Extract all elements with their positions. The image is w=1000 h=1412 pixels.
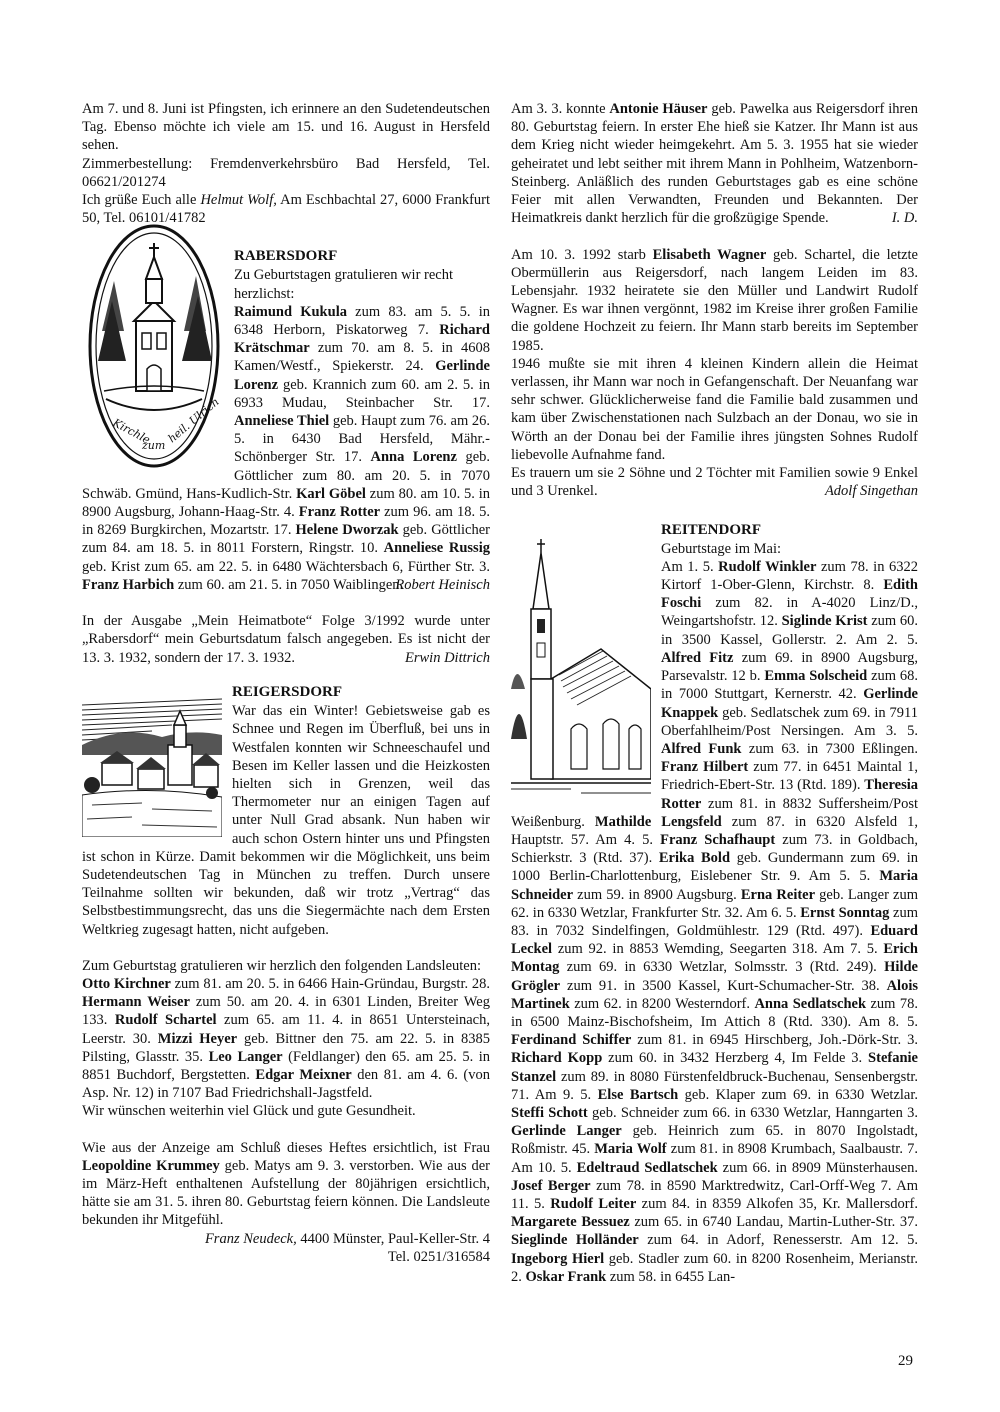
hauser-signature: I. D. xyxy=(891,210,918,227)
church-drawing-icon xyxy=(511,539,651,801)
rabersdorf-heading: RABERSDORF xyxy=(234,248,338,265)
correction-section xyxy=(82,612,490,667)
page-number: 29 xyxy=(898,1353,913,1369)
hauser-section xyxy=(511,100,918,228)
intro-paragraph-1: Am 7. und 8. Juni ist Pfingsten, ich erinnere an den Sudetendeutschen Tag. Ebenso möchte ich viele am 15. und 16. August in Hersfeld sehen. xyxy=(82,101,490,154)
reigersdorf-heading: REIGERSDORF xyxy=(232,684,343,701)
reitendorf-birthdays: Am 1. 5. Rudolf Winkler zum 78. in 6322 Kirtorf 1-Ober-Glenn, Kirchstr. 8. Edith Foschi zum 82. in A-4020 Linz/D., Weingartshofstr. 12. Siglinde Krist zum 60. in 3500 Kassel, Gollerstr. 2. Am 2. 5. Alfred Fitz zum 69. in 8900 Augsburg, Parsevalstr. 12 b. Emma Solscheid zum 68. in 7000 Stuttgart, Kernerstr. 42. Gerlinde Knappek geb. Sedlatschek zum 69. in 7911 Oberfahlheim/Post Nersingen. Am 3. 5. Alfred Funk zum 63. in 7300 Eßlingen. Franz Hilbert zum 77. in 6451 Maintal 1, Friedrich-Ebert-Str. 13 (Rtd. 189). Theresia Rotter zum 81. in 8832 Suffersheim/Post Weißenburg. Mathilde Lengsfeld zum 87. in 6320 Alsfeld 1, Hauptstr. 57. Am 4. 5. Franz Schafhaupt zum 73. in Goldbach, Schierkstr. 3 (Rtd. 37). Erika Bold geb. Gundermann zum 69. in 1000 Berlin-Charlottenburg, Eislebener Str. 9. Am 5. 5. Maria Schneider zum 59. in 8900 Augsburg. Erna Reiter geb. Langer zum 62. in 6330 Wetzlar, Frankfurter Str. 32. Am 6. 5. Ernst Sonntag zum 83. in 7032 Sindelfingen, Goldmühlestr. 129 (Rtd. 497). Eduard Leckel zum 92. in 8853 Wemding, Seegarten 318. Am 7. 5. Erich Montag zum 69. in 6330 Wetzlar, Solmsstr. 3 (Rtd. 249). Hilde Grögler zum 91. in 3500 Kassel, Kurt-Schumacher-Str. 38. Alois Martinek zum 62. in 8200 Westerndorf. Anna Sedlatschek zum 78. in 6500 Mainz-Bischofsheim, Im Attich 8 (Rtd. 330). Am 8. 5. Ferdinand Schiffer zum 81. in 6945 Hirschberg, Joh.-Dörk-Str. 3. Richard Kopp zum 60. in 3432 Herzberg 4, Im Felde 3. Stefanie Stanzel zum 89. in 8080 Fürstenfeldbruck-Buchenau, Sensenbergstr. 71. Am 9. 5. Else Bartsch geb. Klaper zum 69. in 6330 Wetzlar. Steffi Schott geb. Schneider zum 66. in 6330 Wetzlar, Hanngarten 3. Gerlinde Langer geb. Heinrich zum 65. in 8070 Ingolstadt, Roßmistr. 45. Maria Wolf zum 81. in 8908 Krumbach, Saalbaustr. 7. Am 10. 5. Edeltraud Sedlatschek zum 66. in 8909 Münsterhausen. Josef Berger zum 78. in 8590 Marktredwitz, Carl-Orff-Weg 7. Am 11. 5. Rudolf Leiter zum 84. in 8359 Alkofen 35, Kr. Mallersdorf. Margarete Bessuez zum 65. in 6740 Landau, Martin-Luther-Str. 37. Sieglinde Holländer zum 64. in Adorf, Renesserstr. Am 12. 5. Ingeborg Hierl geb. Stadler zum 60. in 8200 Rosenheim, Merianstr. 2. Oskar Frank zum 58. in 6455 Lan- xyxy=(511,558,919,1285)
reigersdorf-phone: Tel. 0251/316584 xyxy=(387,1248,490,1265)
hauser-text: Am 3. 3. konnte Antonie Häuser geb. Pawelka aus Reigersdorf ihren 80. Geburtstag feiern. In erster Ehe hieß sie Katzer. Ihr Mann ist aus dem Krieg nicht wieder heimgekehrt. Am 5. 3. 1955 hat sie wieder geheiratet und lebt seither mit ihrem Mann in Pohlheim, Watzenborn-Steinberg. Anläßlich des runden Geburtstages gab es eine schöne Feier mit allen Verwandten, Freunden und Bekannten. Der Heimatkreis dankt herzlich für die großzügige Spende. xyxy=(511,101,918,227)
wagner-text: Am 10. 3. 1992 starb Elisabeth Wagner geb. Schartel, die letzte Obermüllerin aus Reigersdorf, nach langem Leiden im 83. Lebensjahr. 1932 heiratete sie den Müller und Landwirt Rudolf Wagner. Es war ihnen vergönnt, 1982 im Kreise ihrer großen Familie die goldene Hochzeit zu feiern. Ihr Mann starb bereits im September 1985. xyxy=(511,246,918,354)
reigersdorf-text: War das ein Winter! Gebietsweise gab es Schnee und Regen im Überfluß, bei uns in Westfalen konnten wir Schneeschaufel und Besen im Keller lassen und die Heizkosten hielten sich in Grenzen, weil das Thermometer nur an einigen Tagen auf unter Null Grad absank. Nun haben wir auch schon Ostern hinter uns und Pfingsten ist schon in Kürze. Damit bekommen wir die Möglichkeit, uns beim Sudetendeutschen Tag in München zu treffen. Durch unsere Teilnahme sollten wir bekunden, daß wir trotz „Vertrag“ das Selbstbestimmungsrecht, das uns die Siegermächte nach dem Ersten Weltkrieg zugesagt hatten, nicht aufgeben. xyxy=(82,703,490,938)
wagner-signature: Adolf Singethan xyxy=(824,483,918,500)
wagner-text-2: 1946 mußte sie mit ihren 4 kleinen Kindern allein die Heimat verlassen, ihr Mann war noch in Gefangenschaft. Der Neuanfang war sehr schwer. Glücklicherweise fand die Familie bald zusammen und kam über Zwischenstationen nach Sulzbach an der Donau, wo sie in Wörth an der Donau bei der Familie ihres jüngsten Sohnes Rudolf liebevolle Aufnahme fand. xyxy=(511,355,918,463)
intro-author: Helmut Wolf, xyxy=(200,192,277,209)
reitendorf-section xyxy=(511,521,918,1286)
svg-text:zum: zum xyxy=(142,439,166,453)
intro-paragraph-3: Ich grüße Euch alle Helmut Wolf, Am Eschbachtal 27, 6000 Frankfurt 50, Tel. 06101/41782 xyxy=(82,192,490,227)
obituary-krummey: Wie aus der Anzeige am Schluß dieses Heftes ersichtlich, ist Frau Leopoldine Krummey geb. Matys am 9. 3. verstorben. Wie aus der im März-Heft enthaltenen Aufstellung der 80jährigen ersichtlich, hätte sie am 31. 5. ihren 80. Geburtstag feiern können. Die Landsleute bekunden ihr Mitgefühl. xyxy=(82,1139,490,1229)
wagner-section xyxy=(511,246,918,501)
church-emblem-icon xyxy=(84,221,224,471)
right-column xyxy=(511,100,918,1286)
rabersdorf-section xyxy=(82,247,490,594)
svg-text:heil. Ulrich: heil. Ulrich xyxy=(165,395,222,446)
rabersdorf-intro: Zu Geburtstagen gratulieren wir recht herzlichst: xyxy=(234,267,454,302)
reigersdorf-signature: Franz Neudeck, 4400 Münster, Paul-Keller-Str. 4 xyxy=(204,1230,490,1247)
rabersdorf-signature: Robert Heinisch xyxy=(395,577,490,594)
correction-signature: Erwin Dittrich xyxy=(405,649,490,666)
village-landscape-icon xyxy=(82,685,222,837)
reigersdorf-birthday-intro: Zum Geburtstag gratulieren wir herzlich den folgenden Landsleuten: xyxy=(82,957,482,974)
intro-paragraph-2: Zimmerbestellung: Fremdenverkehrsbüro Bad Hersfeld, Tel. 06621/201274 xyxy=(82,155,490,190)
left-column xyxy=(82,100,490,1266)
reitendorf-heading: REITENDORF xyxy=(661,521,762,538)
reigersdorf-section xyxy=(82,683,490,1266)
rabersdorf-birthdays: Raimund Kukula zum 83. am 5. 5. in 6348 Herborn, Piskatorweg 7. Richard Krätschmar zum 70. am 8. 5. in 4608 Kamen/Westf., Spiekerstr. 24. Gerlinde Lorenz geb. Krannich zum 60. am 2. 5. in 6933 Mudau, Steinbacher Str. 17. Anneliese Thiel geb. Haupt zum 76. am 26. 5. in 6430 Bad Hersfeld, Mähr.-Schönberger Str. 17. Anna Lorenz geb. Göttlicher zum 80. am 20. 5. in 7070 Schwäb. Gmünd, Hans-Kudlich-Str. Karl Göbel zum 80. am 10. 5. in 8900 Augsburg, Johann-Haag-Str. 4. Franz Rotter zum 96. am 18. 5. in 8269 Burgkirchen, Mozartstr. 17. Helene Dworzak geb. Göttlicher zum 84. am 18. 5. in 8011 Forstern, Ringstr. 10. Anneliese Russig geb. Krist zum 65. am 22. 5. in 6480 Wächtersbach 6, Fürther Str. 3. Franz Harbich zum 60. am 21. 5. in 7050 Waiblingen. xyxy=(82,303,490,593)
wagner-text-3: Es trauern um sie 2 Söhne und 2 Töchter mit Familien sowie 9 Enkel und 3 Urenkel. xyxy=(511,465,918,500)
correction-text: In der Ausgabe „Mein Heimatbote“ Folge 3/1992 wurde unter „Rabersdorf“ mein Geburtsdatum falsch angegeben. Es ist nicht der 13. 3. 1932, sondern der 17. 3. 1932. xyxy=(82,613,490,666)
reigersdorf-birthdays: Otto Kirchner zum 81. am 20. 5. in 6466 Hain-Gründau, Burgstr. 28. Hermann Weiser zum 50. am 20. 4. in 6301 Linden, Breiter Weg 133. Rudolf Schartel zum 65. am 11. 4. in 8651 Untersteinach, Leerstr. 30. Mizzi Heyer geb. Bittner den 75. am 22. 5. in 8385 Pilsting, Glasstr. 35. Leo Langer (Feldlanger) den 65. am 25. 5. in 8851 Buchdorf, Bergstetten. Edgar Meixner den 81. am 4. 6. (von Asp. Nr. 12) in 7107 Bad Friedrichshall-Jagstfeld. xyxy=(82,975,491,1102)
reitendorf-intro: Geburtstage im Mai: xyxy=(661,540,782,557)
reigersdorf-closing: Wir wünschen weiterhin viel Glück und gute Gesundheit. xyxy=(82,1103,416,1120)
svg-text:Kirchle: Kirchle xyxy=(110,416,153,447)
